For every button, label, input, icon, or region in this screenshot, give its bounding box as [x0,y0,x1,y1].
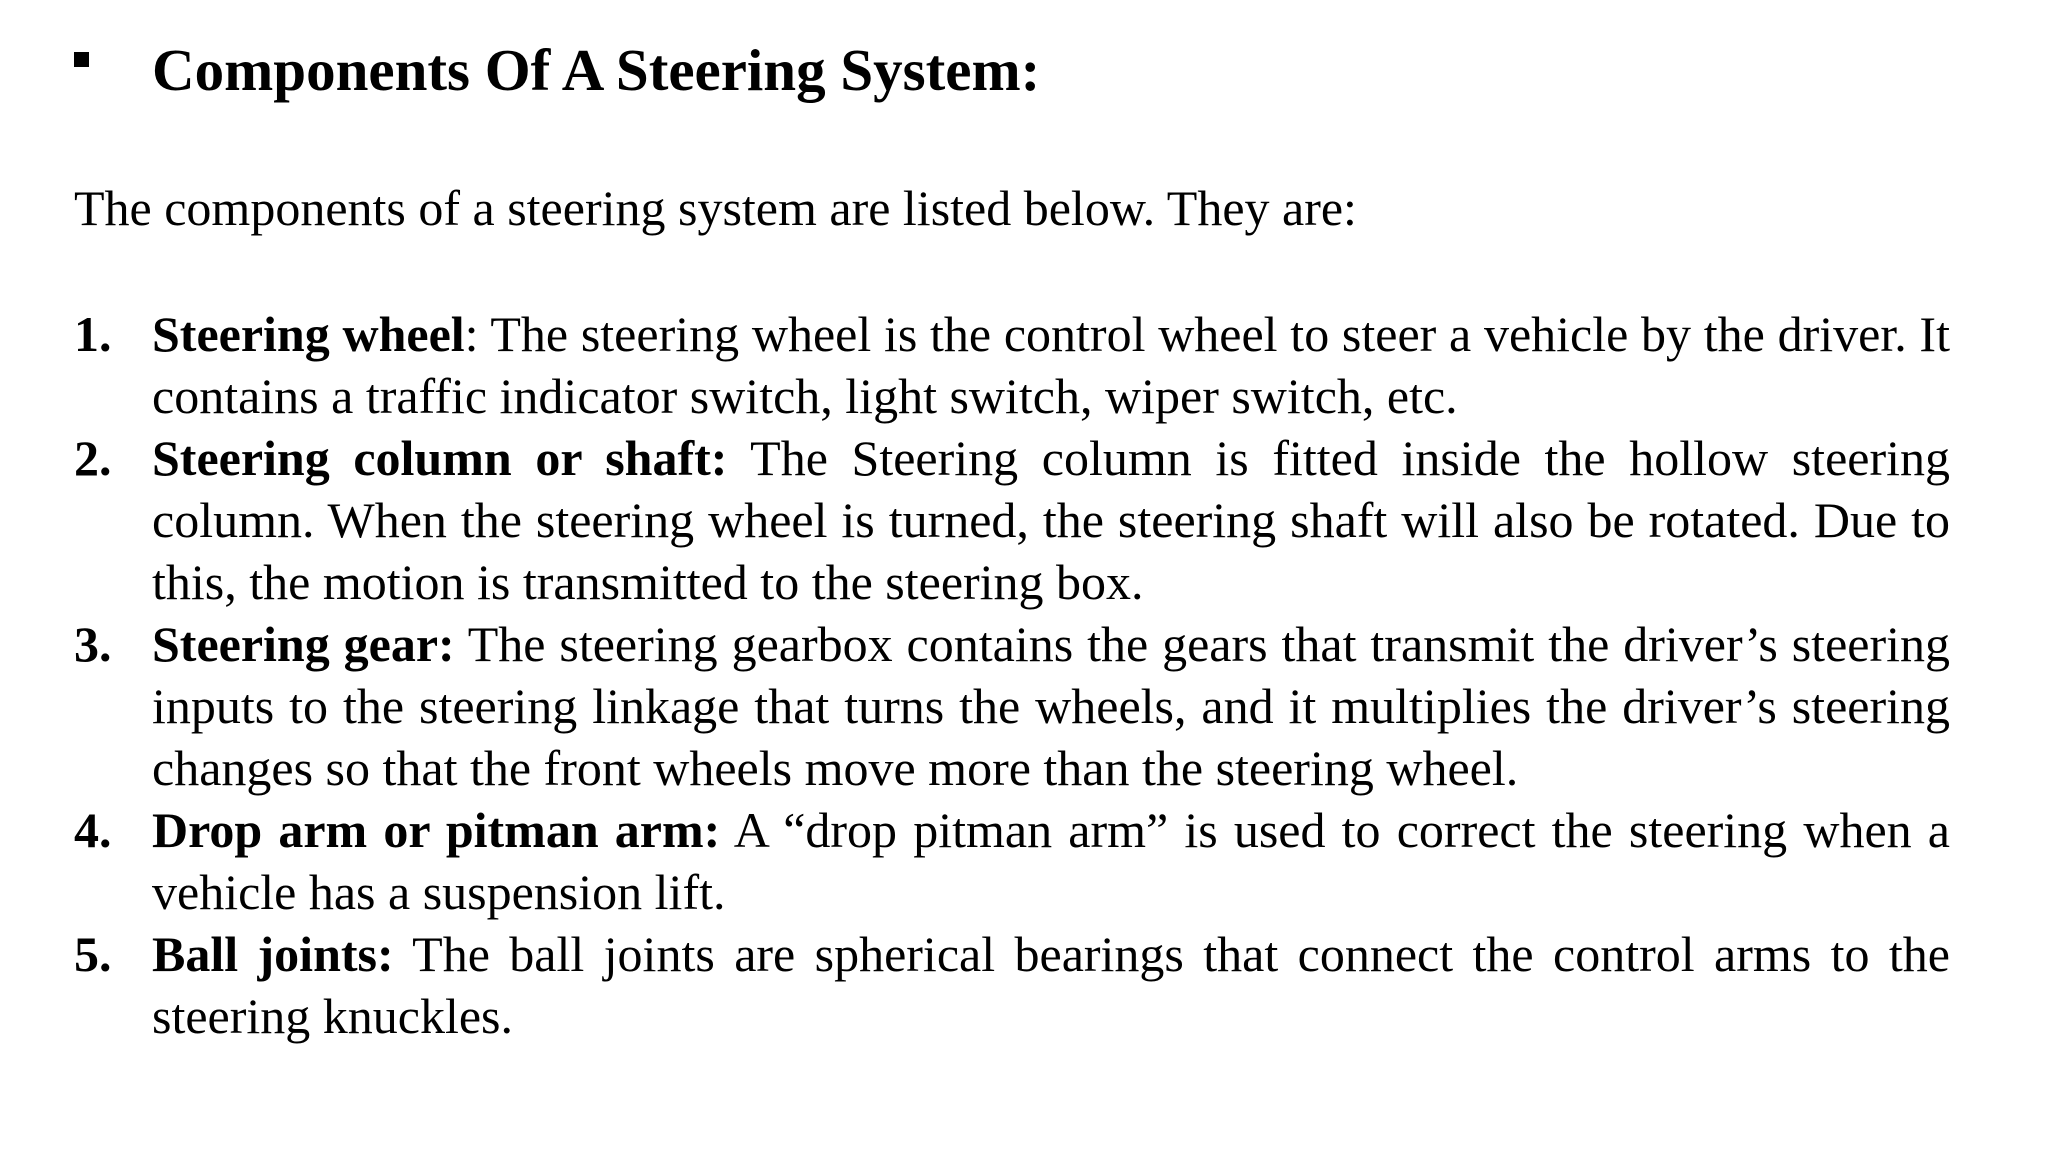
item-description: The ball joints are spherical bearings that connect the control arms to the steering knuckles. [152,926,1951,1044]
list-item [74,303,1950,427]
intro-paragraph: The components of a steering system are listed below. They are: [74,180,1357,236]
item-term: Drop arm or pitman arm: [152,802,721,858]
list-item [74,427,1950,613]
item-text [152,303,1950,427]
item-term: Steering wheel [152,306,465,362]
item-number: 5. [74,926,112,982]
item-description: The steering gearbox contains the gears that transmit the driver’s steering inputs to the steering linkage that turns the wheels, and it multiplies the driver’s steering changes so that the front wheels move more than the steering wheel. [152,616,1950,796]
item-term: Steering gear: [152,616,455,672]
item-term: Steering column or shaft: [152,430,728,486]
item-description: The Steering column is fitted inside the hollow steering column. When the steering wheel is turned, the steering shaft will also be rotated. Due to this, the motion is transmitted to the steering box. [152,430,1950,610]
list-item [74,799,1950,923]
item-description: : The steering wheel is the control wheel to steer a vehicle by the driver. It contains a traffic indicator switch, light switch, wiper switch, etc. [152,306,1950,424]
item-text [152,799,1950,923]
section-heading: Components Of A Steering System: [152,37,1041,103]
item-number: 3. [74,616,112,672]
item-text [152,427,1950,613]
item-term: Ball joints: [152,926,394,982]
heading-row [74,34,1040,106]
square-bullet-icon [74,52,89,67]
item-text [152,923,1950,1047]
list-item [74,923,1950,1047]
components-list [74,303,1950,1047]
list-item [74,613,1950,799]
item-text [152,613,1950,799]
item-number: 4. [74,802,112,858]
item-number: 1. [74,306,112,362]
item-description: A “drop pitman arm” is used to correct the steering when a vehicle has a suspension lift. [152,802,1950,920]
item-number: 2. [74,430,112,486]
